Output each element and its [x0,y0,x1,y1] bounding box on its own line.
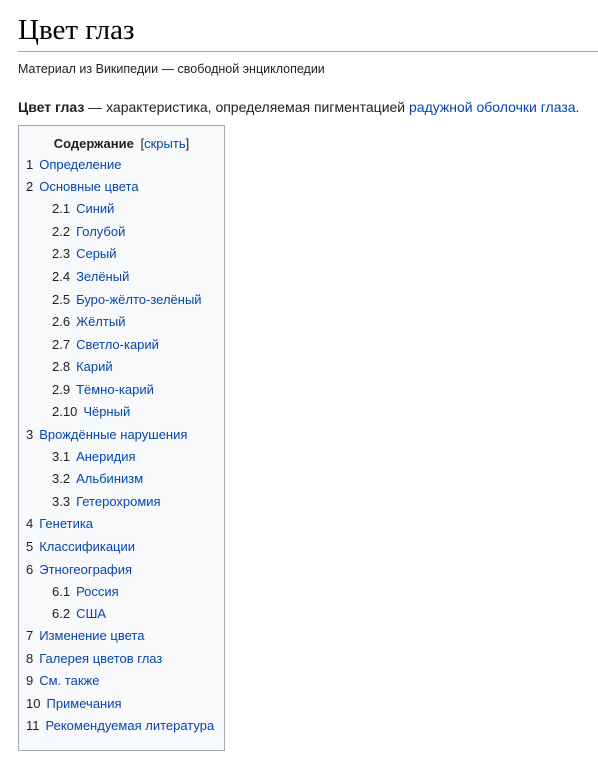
toc-item-number: 11 [26,718,40,733]
toc-item-2-4[interactable] [52,268,129,286]
toc-item-number: 8 [26,651,34,666]
toc-item-6-2[interactable] [52,605,106,623]
toc-item-number: 2.7 [52,337,71,352]
toc-item-9[interactable] [26,672,99,690]
toc-item-2-1[interactable] [52,200,114,218]
toc-item-3-1[interactable] [52,448,136,466]
toc-item-number: 9 [26,673,34,688]
toc-item-6-1[interactable] [52,583,119,601]
toc-item-2-8[interactable] [52,358,113,376]
toc-item-2-6[interactable] [52,313,125,331]
toc-item-number: 6.2 [52,606,71,621]
toc-item-2-10[interactable] [52,403,130,421]
toc-item-number: 2.3 [52,246,71,261]
link-iris[interactable]: радужной оболочки глаза [409,99,576,115]
toc-item-2-2[interactable] [52,223,125,241]
toc-item-number: 6 [26,562,34,577]
toc-item-2-9[interactable] [52,381,154,399]
toc-item-label: Классификации [39,539,136,554]
toc-item-label: Буро-жёлто-зелёный [76,292,202,307]
toc-item-label: Генетика [39,516,94,531]
table-of-contents [18,125,225,751]
toc-item-label: Чёрный [83,404,131,419]
toc-item-number: 3.1 [52,449,71,464]
lead-text: — характеристика, определяемая пигментацией [84,99,410,115]
toc-item-label: Определение [39,157,122,172]
toc-item-label: Светло-карий [76,337,159,352]
toc-item-10[interactable] [26,695,122,713]
toc-item-label: Основные цвета [39,179,139,194]
toc-item-number: 3.2 [52,471,71,486]
page-title: Цвет глаз [18,14,135,46]
toc-item-11[interactable] [26,717,214,735]
toc-item-6[interactable] [26,561,132,579]
toc-item-number: 2.6 [52,314,71,329]
toc-item-3[interactable] [26,426,187,444]
toc-item-label: Примечания [46,696,122,711]
toc-item-2-3[interactable] [52,245,117,263]
toc-item-label: Серый [76,246,117,261]
toc-item-label: Жёлтый [76,314,126,329]
toc-toggle-open: [ [140,136,145,151]
toc-toggle [140,136,189,151]
toc-item-number: 2.4 [52,269,71,284]
toc-item-number: 2.1 [52,201,71,216]
toc-item-number: 4 [26,516,34,531]
toc-item-2[interactable] [26,178,139,196]
toc-item-5[interactable] [26,538,135,556]
toc-item-3-2[interactable] [52,470,143,488]
toc-item-number: 1 [26,157,34,172]
toc-item-number: 2 [26,179,34,194]
toc-item-label: Тёмно-карий [76,382,154,397]
toc-item-number: 2.9 [52,382,71,397]
toc-item-label: Гетерохромия [76,494,161,509]
toc-item-number: 10 [26,696,41,711]
toc-item-number: 7 [26,628,34,643]
toc-item-3-3[interactable] [52,493,161,511]
toc-item-8[interactable] [26,650,162,668]
toc-item-label: Карий [76,359,113,374]
toc-item-number: 2.5 [52,292,71,307]
toc-item-number: 2.8 [52,359,71,374]
toc-item-1[interactable] [26,156,121,174]
lead-paragraph [18,97,579,117]
toc-item-7[interactable] [26,627,144,645]
site-tagline: Материал из Википедии — свободной энциклопедии [18,62,325,76]
toc-hide-link[interactable]: скрыть [144,136,186,151]
toc-item-2-5[interactable] [52,291,202,309]
title-divider [18,51,598,52]
toc-item-label: Альбинизм [76,471,144,486]
toc-item-label: См. также [39,673,100,688]
toc-item-number: 2.2 [52,224,71,239]
toc-item-label: Этногеография [39,562,133,577]
toc-item-number: 5 [26,539,34,554]
toc-item-number: 3.3 [52,494,71,509]
lead-end: . [575,99,580,115]
lead-term: Цвет глаз [18,99,85,115]
toc-item-label: Врождённые нарушения [39,427,188,442]
toc-item-label: Зелёный [76,269,130,284]
toc-item-label: Голубой [76,224,126,239]
toc-item-label: Синий [76,201,115,216]
toc-item-label: Рекомендуемая литература [45,718,215,733]
toc-item-2-7[interactable] [52,336,159,354]
toc-item-label: США [76,606,107,621]
toc-header [19,135,224,153]
toc-item-label: Россия [76,584,119,599]
toc-item-label: Галерея цветов глаз [39,651,163,666]
toc-toggle-close: ] [185,136,190,151]
toc-item-label: Анеридия [76,449,136,464]
toc-item-number: 2.10 [52,404,78,419]
toc-item-4[interactable] [26,515,93,533]
toc-item-number: 3 [26,427,34,442]
toc-item-label: Изменение цвета [39,628,145,643]
toc-item-number: 6.1 [52,584,71,599]
toc-title: Содержание [53,136,134,151]
